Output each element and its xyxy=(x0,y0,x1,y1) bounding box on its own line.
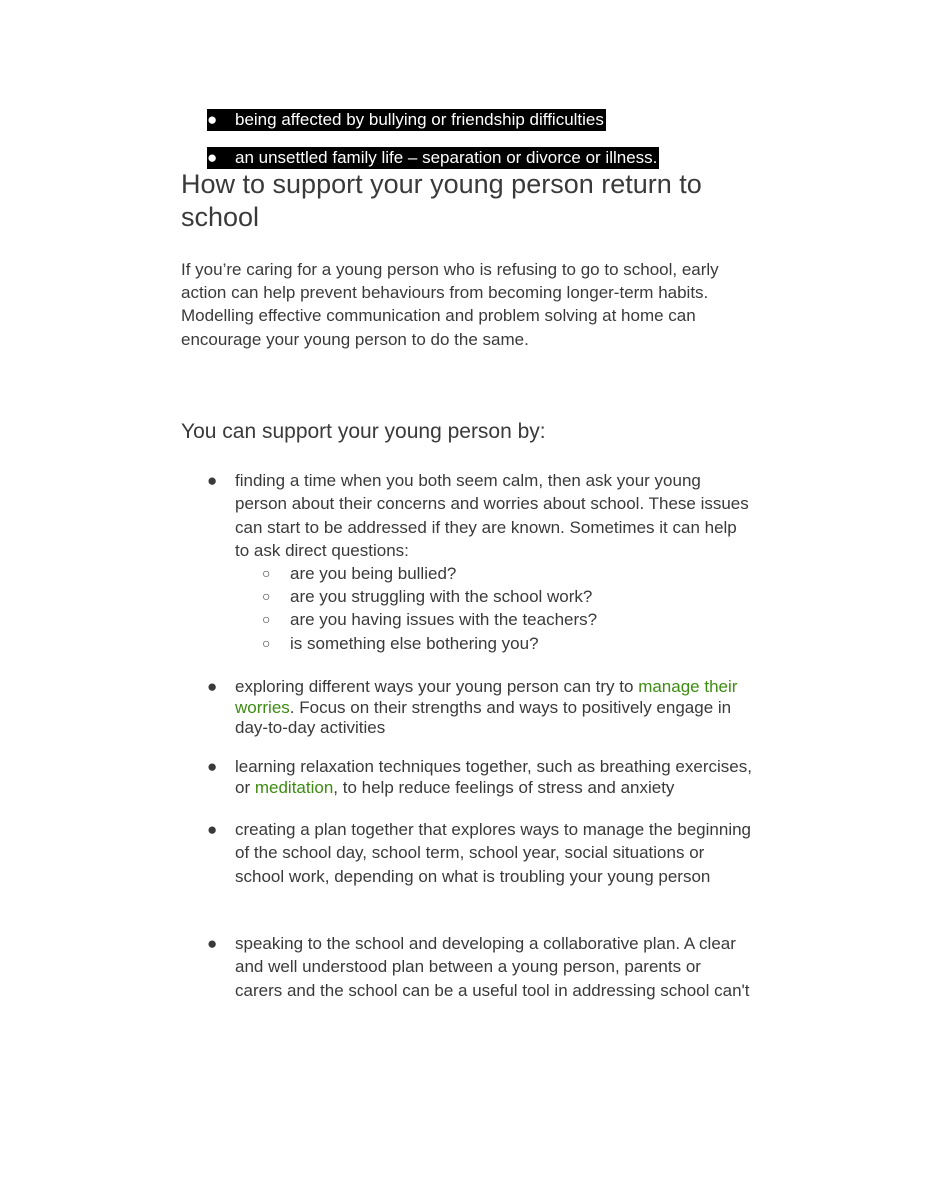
list-item-text xyxy=(235,757,752,798)
sub-bullet-marker: ○ xyxy=(262,611,271,627)
sub-item-text: are you struggling with the school work? xyxy=(290,587,593,606)
list-item-text: creating a plan together that explores ways to manage the beginning of the school day, school term, school year, social situations or school work, depending on what is troubling your young person xyxy=(235,820,752,886)
list-item-calm-time xyxy=(207,469,752,563)
bullet-marker: ● xyxy=(207,934,218,953)
bullet-text: an unsettled family life – separation or divorce or illness. xyxy=(235,148,658,167)
sub-item-something-else xyxy=(262,632,539,656)
list-item-text-end: , to help reduce feelings of stress and anxiety xyxy=(333,777,675,797)
sub-item-text: are you being bullied? xyxy=(290,564,457,583)
list-item-text: speaking to the school and developing a collaborative plan. A clear and well understood plan between a young person, parents or carers and the school can be a useful tool in addressing school can't xyxy=(235,934,750,1000)
intro-paragraph: If you’re caring for a young person who is refusing to go to school, early action can help prevent behaviours from becoming longer-term habits. Modelling effective communication and problem solving at home can encourage your young person to do the same. xyxy=(181,260,719,349)
sub-item-school-work xyxy=(262,585,592,609)
list-item-text-start: learning relaxation techniques together, such as breathing exercises, or xyxy=(235,757,752,797)
list-item-create-plan xyxy=(207,818,752,888)
sub-item-bullied xyxy=(262,562,456,586)
list-item-text: finding a time when you both seem calm, then ask your young person about their concerns and worries about school. These issues can start to be addressed if they are known. Sometimes it can help to ask direct questions: xyxy=(235,471,749,561)
list-item-school-plan xyxy=(207,932,752,1002)
page-heading: How to support your young person return to school xyxy=(181,169,702,232)
bullet-marker: ● xyxy=(207,757,218,776)
bullet-marker: ● xyxy=(207,820,218,839)
sub-bullet-marker: ○ xyxy=(262,635,271,651)
section-subheading: You can support your young person by: xyxy=(181,420,546,443)
highlighted-bullet-bullying xyxy=(207,109,606,131)
bullet-marker: ● xyxy=(207,471,218,490)
bullet-marker: ● xyxy=(207,148,218,167)
bullet-marker: ● xyxy=(207,110,218,129)
bullet-text: being affected by bullying or friendship difficulties xyxy=(235,110,604,129)
manage-worries-link[interactable]: manage their worries xyxy=(235,677,738,717)
list-item-text-end: . Focus on their strengths and ways to positively engage in day-to-day activities xyxy=(235,697,732,737)
list-item-manage-worries xyxy=(207,677,752,739)
sub-item-text: is something else bothering you? xyxy=(290,634,539,653)
highlighted-bullet-family-life xyxy=(207,147,659,169)
list-item-text xyxy=(235,677,752,739)
meditation-link[interactable]: meditation xyxy=(254,777,334,797)
sub-bullet-marker: ○ xyxy=(262,588,271,604)
bullet-marker: ● xyxy=(207,677,218,696)
sub-item-teachers xyxy=(262,608,597,632)
sub-item-text: are you having issues with the teachers? xyxy=(290,610,598,629)
sub-bullet-marker: ○ xyxy=(262,565,271,581)
list-item-text-start: exploring different ways your young person can try to xyxy=(235,677,639,696)
list-item-relaxation xyxy=(207,757,752,798)
